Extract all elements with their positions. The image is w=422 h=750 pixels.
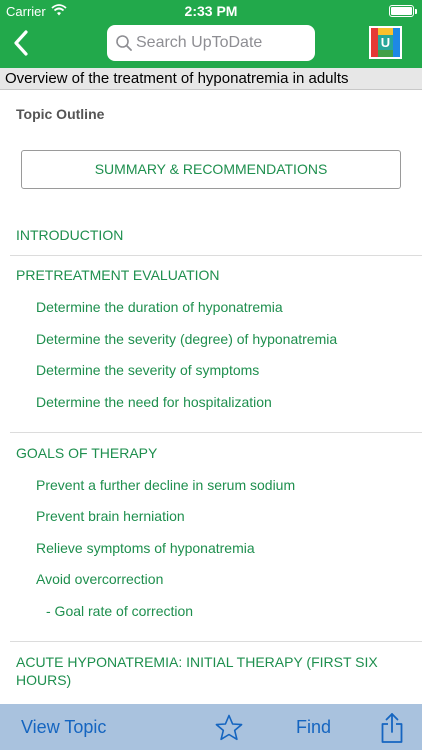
outline-item[interactable]: Determine the severity (degree) of hyponatremia — [36, 331, 338, 347]
outline-section-acute-hyponatremia[interactable]: ACUTE HYPONATREMIA: INITIAL THERAPY (FIRST SIX HOURS) — [16, 654, 378, 688]
outline-item[interactable]: Prevent a further decline in serum sodium — [36, 477, 296, 493]
outline-item[interactable]: Relieve symptoms of hyponatremia — [36, 540, 255, 556]
carrier-label: Carrier — [6, 4, 46, 19]
view-topic-button[interactable]: View Topic — [21, 717, 107, 737]
divider — [10, 255, 422, 256]
search-icon — [115, 34, 133, 52]
outline-section-goals[interactable]: GOALS OF THERAPY — [16, 445, 158, 461]
search-input[interactable] — [136, 29, 308, 57]
summary-recommendations-button[interactable]: SUMMARY & RECOMMENDATIONS — [21, 150, 401, 189]
share-icon[interactable] — [380, 712, 404, 744]
back-chevron-icon[interactable] — [8, 27, 36, 59]
topic-title-bar — [0, 68, 422, 90]
topic-outline — [0, 91, 422, 704]
search-field[interactable] — [107, 25, 315, 61]
outline-item[interactable]: Determine the severity of symptoms — [36, 362, 260, 378]
topic-title: Overview of the treatment of hyponatremia in adults — [5, 70, 349, 87]
outline-item[interactable]: Avoid overcorrection — [36, 571, 164, 587]
find-button[interactable]: Find — [296, 717, 332, 737]
uptodate-logo[interactable] — [369, 26, 402, 59]
outline-section-introduction[interactable]: INTRODUCTION — [16, 227, 124, 243]
bottom-toolbar — [0, 704, 422, 750]
logo-letter: U — [380, 35, 391, 50]
outline-subitem[interactable]: - Goal rate of correction — [46, 603, 194, 619]
divider — [10, 432, 422, 433]
battery-icon — [389, 5, 414, 17]
outline-heading: Topic Outline — [16, 106, 105, 122]
status-bar — [0, 0, 422, 22]
outline-item[interactable]: Prevent brain herniation — [36, 508, 185, 524]
outline-section-pretreatment[interactable]: PRETREATMENT EVALUATION — [16, 267, 220, 283]
header-bar — [0, 0, 422, 68]
status-time: 2:33 PM — [184, 3, 238, 19]
outline-item[interactable]: Determine the need for hospitalization — [36, 394, 272, 410]
outline-item[interactable]: Determine the duration of hyponatremia — [36, 299, 283, 315]
star-icon[interactable] — [214, 713, 244, 743]
divider — [10, 641, 422, 642]
